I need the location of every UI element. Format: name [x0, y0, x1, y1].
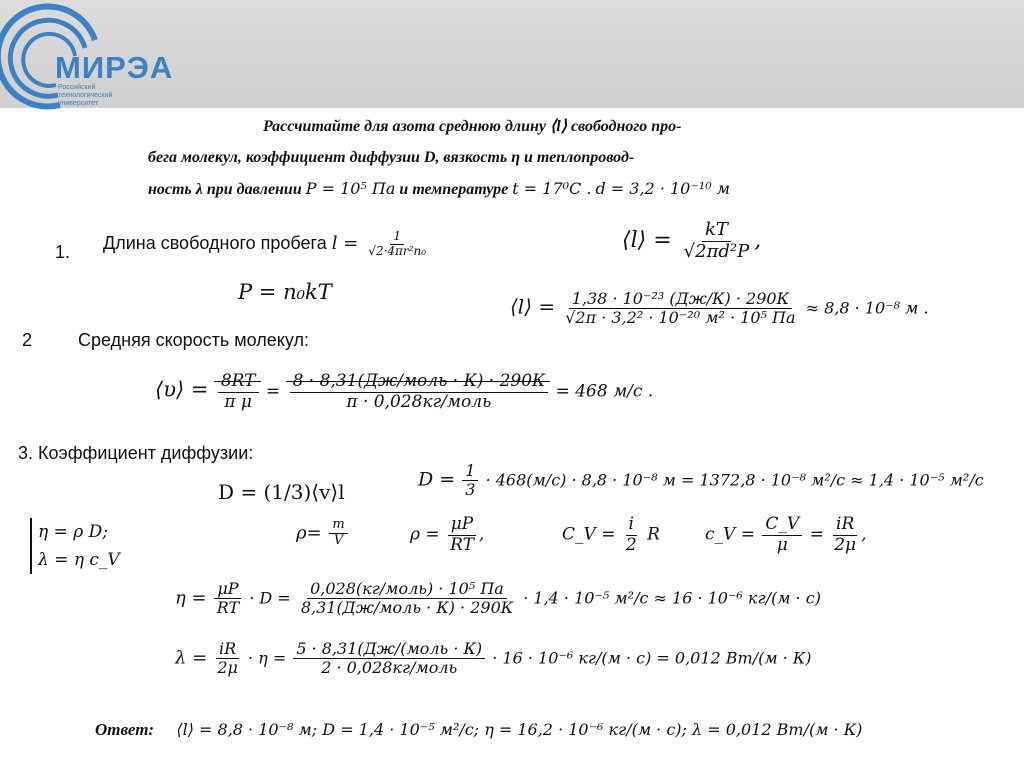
task-line-3: ность λ при давлении P = 10⁵ Па и температуре t = 17⁰C . d = 3,2 · 10⁻¹⁰ м: [148, 179, 730, 198]
logo-name: МИРЭА: [55, 50, 174, 85]
logo-subtitle: Российский технологический университет: [58, 84, 113, 107]
section-2-number: 2: [22, 330, 33, 350]
answer: [95, 720, 862, 740]
equation-system: η = ρ D; λ = η c_V: [30, 518, 120, 574]
answer-text: ⟨l⟩ = 8,8 · 10⁻⁸ м; D = 1,4 · 10⁻⁵ м²/с; η = 16,2 · 10⁻⁶ кг/(м · с); λ = 0,012 Вт/(м · К): [176, 720, 863, 739]
section-2-label: Средняя скорость молекул:: [78, 330, 309, 350]
task-line-1: Рассчитайте для азота среднюю длину ⟨l⟩ свободного про-: [263, 118, 682, 135]
section-1-label: Длина свободного пробега l = $\frac{1}{\text{√2·4πr²n₀}}$: [103, 229, 426, 258]
mean-free-path-formula: ⟨l⟩ = $\frac{kT}{\text{√2πd²P}}$ ,: [622, 219, 762, 262]
mean-speed-formula: ⟨υ⟩ = $\frac{8RT}{\text{π μ}}$ = $\frac{\text{8 · 8,31(Дж/моль · К) · 290К}}{\text{π · 0,028кг/моль}}$ = 468 м/с .: [155, 371, 654, 412]
diffusion-formula: D = (1/3)⟨v⟩l: [218, 480, 345, 504]
viscosity-calc: η = $\frac{\mu P}{RT}$ · D = $\frac{\text{0,028(кг/моль) · 10⁵ Па}}{\text{8,31(Дж/моль · К) · 290К}}$ · 1,4 · 10⁻⁵ м²/с ≈ 16 · 10⁻⁶ кг/(м · с): [175, 579, 821, 618]
heat-capacity-formula: C_V = $\frac{i}{2}$ R: [562, 514, 660, 555]
mean-free-path-calc: ⟨l⟩ = $\frac{\text{1,38 · 10⁻²³ (Дж/К) · 290К}}{\text{√2π · 3,2² · 10⁻²⁰ м² · 10⁵ Па}}$ ≈ 8,8 · 10⁻⁸ м .: [510, 289, 929, 328]
task-line-2: бега молекул, коэффициент диффузии D, вязкость η и теплопровод-: [148, 149, 635, 166]
specific-heat-formula: c_V = $\frac{C\_V}{\mu}$ = $\frac{iR}{2\mu}$ ,: [705, 514, 867, 555]
section-3-label: 3. Коэффициент диффузии:: [18, 443, 254, 463]
answer-label: Ответ:: [95, 720, 155, 739]
density-pressure-formula: ρ = $\frac{\mu P}{RT}$ ,: [410, 514, 485, 555]
density-formula: ρ= $\frac{m}{V}$: [296, 518, 350, 549]
thermal-conductivity-calc: λ = $\frac{iR}{2\mu}$ · η = $\frac{\text{5 · 8,31(Дж/(моль · К)}}{\text{2 · 0,028кг/моль}}$ · 16 · 10⁻⁶ кг/(м · с) = 0,012 Вт/(м · К): [175, 639, 812, 678]
pressure-formula: P = n₀k𝑇: [238, 280, 332, 304]
university-logo: [0, 0, 180, 110]
section-1-number: 1.: [55, 242, 71, 262]
diffusion-calc: D = $\frac{1}{3}$ · 468(м/с) · 8,8 · 10⁻⁸ м = 1372,8 · 10⁻⁸ м²/с ≈ 1,4 · 10⁻⁵ м²/с: [418, 461, 984, 500]
